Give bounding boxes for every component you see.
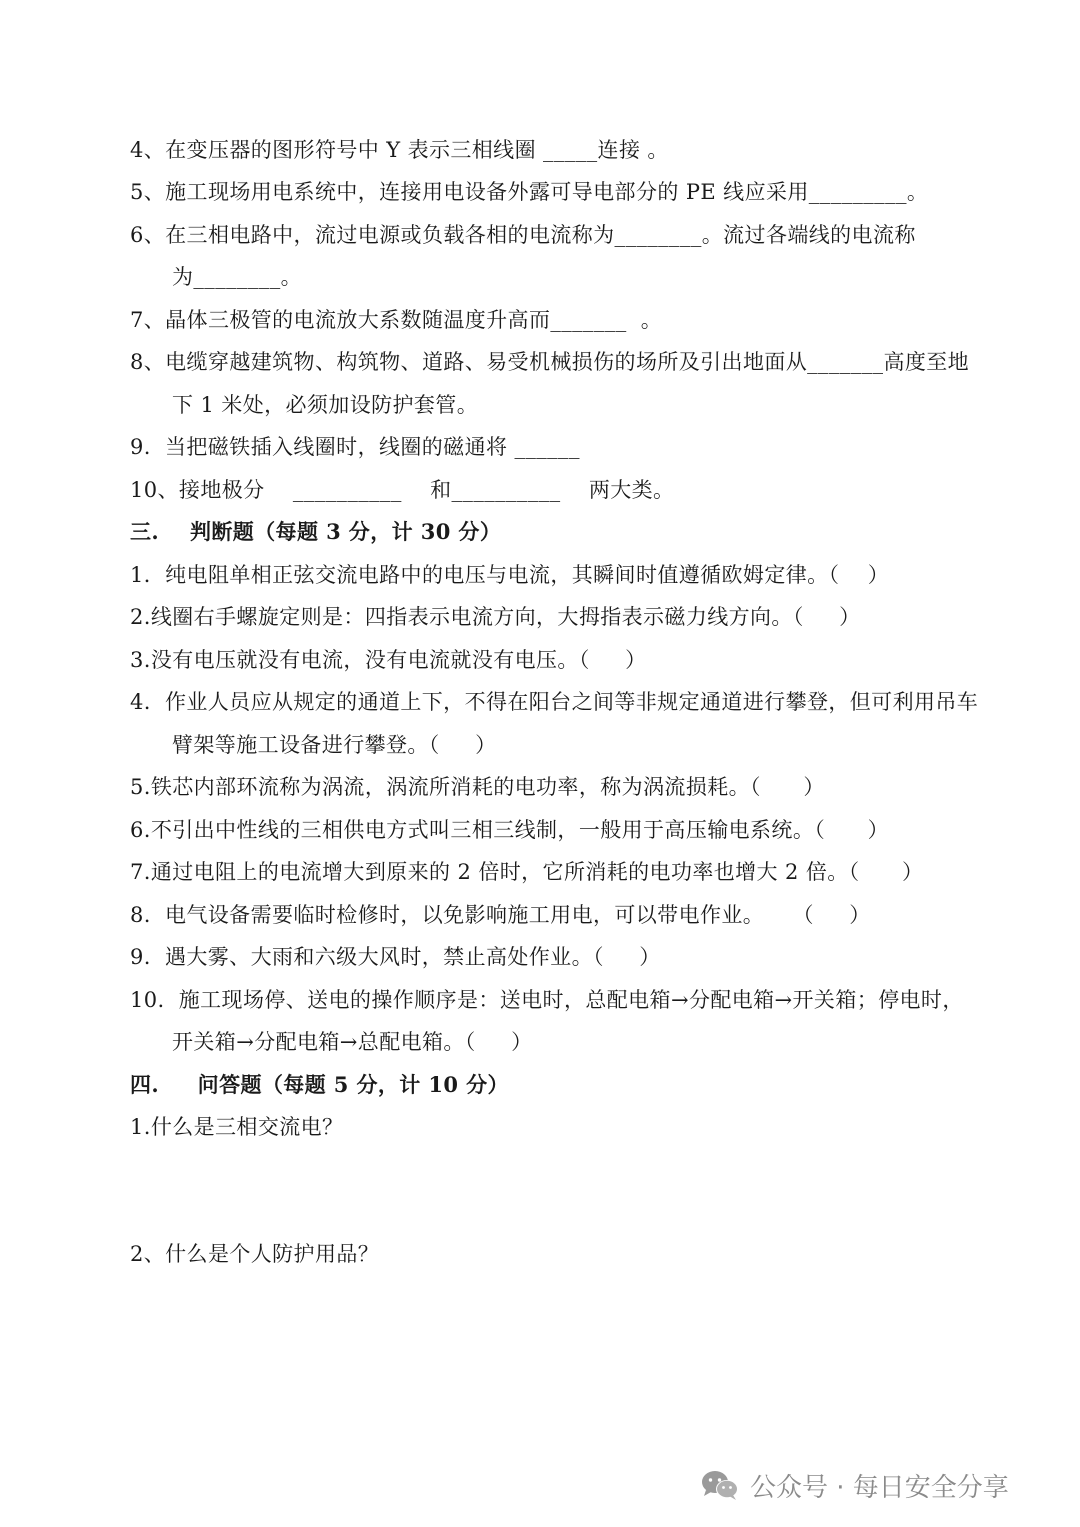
judgment-5: 5.铁芯内部环流称为涡流，涡流所消耗的电功率，称为涡流损耗。（ ）: [130, 775, 825, 799]
judgment-7: 7.通过电阻上的电流增大到原来的 2 倍时，它所消耗的电功率也增大 2 倍。（ ）: [130, 860, 924, 884]
watermark-text: 公众号 · 每日安全分享: [750, 1472, 1009, 1503]
judgment-1: 1．纯电阻单相正弦交流电路中的电压与电流，其瞬间时值遵循欧姆定律。（ ）: [130, 563, 890, 587]
judgment-3: 3.没有电压就没有电流，没有电流就没有电压。（ ）: [130, 648, 647, 672]
question-4: 4、在变压器的图形符号中 Y 表示三相线圈 _____连接 。: [130, 138, 669, 162]
question-5: 5、施工现场用电系统中，连接用电设备外露可导电部分的 PE 线应采用_________。: [130, 180, 929, 204]
section-3-heading: 三. 判断题（每题 3 分，计 30 分）: [130, 519, 502, 544]
question-10: 10、接地极分 __________ 和__________ 两大类。: [130, 478, 675, 502]
judgment-6: 6.不引出中性线的三相供电方式叫三相三线制，一般用于高压输电系统。（ ）: [130, 818, 889, 842]
essay-question-1: 1.什么是三相交流电？: [130, 1115, 344, 1139]
judgment-8: 8. 电气设备需要临时检修时，以免影响施工用电，可以带电作业。 （ ）: [130, 903, 871, 927]
section-4-heading: 四. 问答题（每题 5 分，计 10 分）: [130, 1072, 509, 1097]
judgment-4: 4. 作业人员应从规定的通道上下，不得在阳台之间等非规定通道进行攀登，但可利用吊车: [130, 690, 979, 714]
judgment-2: 2.线圈右手螺旋定则是：四指表示电流方向，大拇指表示磁力线方向。（ ）: [130, 605, 861, 629]
judgment-9: 9. 遇大雾、大雨和六级大风时，禁止高处作业。（ ）: [130, 945, 661, 969]
wechat-icon: [700, 1468, 740, 1502]
judgment-10-continued: 开关箱→分配电箱→总配电箱。（ ）: [172, 1030, 533, 1054]
judgment-10: 10. 施工现场停、送电的操作顺序是：送电时，总配电箱→分配电箱→开关箱；停电时，: [130, 988, 964, 1012]
question-7: 7、晶体三极管的电流放大系数随温度升高而_______ 。: [130, 308, 663, 332]
judgment-4-continued: 臂架等施工设备进行攀登。（ ）: [172, 733, 497, 757]
question-6-continued: 为________。: [172, 265, 302, 289]
question-8: 8、电缆穿越建筑物、构筑物、道路、易受机械损伤的场所及引出地面从_______高度至地: [130, 350, 970, 374]
question-8-continued: 下 1 米处，必须加设防护套管。: [172, 393, 479, 417]
question-9: 9. 当把磁铁插入线圈时，线圈的磁通将 ______: [130, 435, 580, 459]
essay-question-2: 2、什么是个人防护用品？: [130, 1242, 380, 1266]
wechat-watermark: [700, 1465, 1009, 1505]
question-6: 6、在三相电路中，流过电源或负载各相的电流称为________。流过各端线的电流称: [130, 223, 916, 247]
